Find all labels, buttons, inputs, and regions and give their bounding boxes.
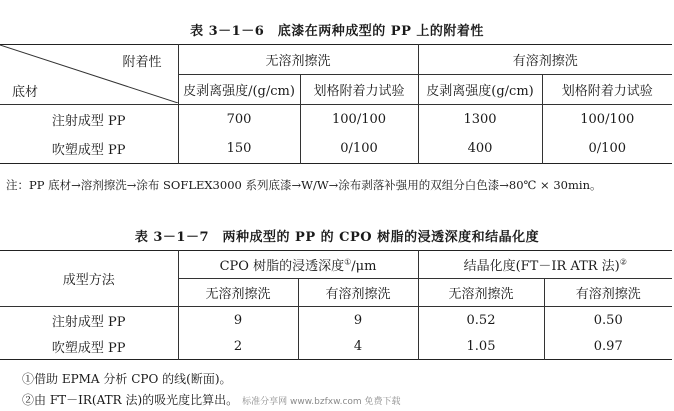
- footnote-mark: ①: [344, 257, 352, 267]
- cell-value: 9: [178, 307, 298, 334]
- footnote-mark: ②: [619, 257, 627, 267]
- subheader-crosshatch: 划格附着力试验: [300, 75, 418, 105]
- cell-value: 9: [298, 307, 418, 334]
- subheader-crosshatch: 划格附着力试验: [542, 75, 672, 105]
- subheader-no-solvent: 无溶剂擦洗: [178, 279, 298, 307]
- cell-value: 1.05: [418, 333, 544, 360]
- cell-value: 0/100: [300, 134, 418, 164]
- cell-value: 0.52: [418, 307, 544, 334]
- table1-caption: 表 3－1－6 底漆在两种成型的 PP 上的附着性: [190, 24, 484, 39]
- adhesion-table: [0, 44, 672, 164]
- group-header-crystallinity: 结晶化度(FT－IR ATR 法)②: [418, 251, 672, 279]
- subheader-solvent: 有溶剂擦洗: [544, 279, 672, 307]
- cell-value: 0.97: [544, 333, 672, 360]
- table-row: [0, 105, 672, 135]
- table-row: [0, 134, 672, 164]
- penetration-crystallinity-table: [0, 250, 672, 360]
- cell-value: 400: [418, 134, 542, 164]
- table1-note: 注：PP 底材→溶剂擦洗→涂布 SOFLEX3000 系列底漆→W/W→涂布剥落补强用的双组分白色漆→80℃ × 30min。: [6, 178, 602, 192]
- footnote-1: ①借助 EPMA 分析 CPO 的线(断面)。: [22, 372, 232, 386]
- subheader-solvent: 有溶剂擦洗: [298, 279, 418, 307]
- cell-value: 100/100: [542, 105, 672, 135]
- cell-value: 1300: [418, 105, 542, 135]
- subheader-no-solvent: 无溶剂擦洗: [418, 279, 544, 307]
- group-header-penetration-depth: CPO 树脂的浸透深度①/μm: [178, 251, 418, 279]
- table-row: [0, 333, 672, 360]
- corner-label-substrate: 底材: [12, 85, 39, 100]
- subheader-peel-strength: 皮剥离强度/(g/cm): [178, 75, 300, 105]
- row-label: 吹塑成型 PP: [0, 333, 178, 360]
- watermark-text: 标准分享网 www.bzfxw.com 免费下载: [242, 397, 401, 407]
- cell-value: 100/100: [300, 105, 418, 135]
- table2-caption: 表 3－1－7 两种成型的 PP 的 CPO 树脂的浸透深度和结晶化度: [134, 230, 540, 245]
- table1-corner-header: [0, 45, 178, 105]
- table-row: [0, 307, 672, 334]
- header-molding-method: 成型方法: [0, 251, 178, 307]
- row-label: 注射成型 PP: [0, 105, 178, 135]
- row-label: 吹塑成型 PP: [0, 134, 178, 164]
- cell-value: 0.50: [544, 307, 672, 334]
- cell-value: 0/100: [542, 134, 672, 164]
- group-header-no-solvent: 无溶剂擦洗: [178, 45, 418, 75]
- group-header-solvent: 有溶剂擦洗: [418, 45, 672, 75]
- subheader-peel-strength: 皮剥离强度(g/cm): [418, 75, 542, 105]
- cell-value: 700: [178, 105, 300, 135]
- cell-value: 4: [298, 333, 418, 360]
- footnote-2: ②由 FT－IR(ATR 法)的吸光度比算出。 标准分享网 www.bzfxw.com 免费下载: [22, 393, 401, 407]
- row-label: 注射成型 PP: [0, 307, 178, 334]
- corner-label-adhesion: 附着性: [122, 55, 162, 70]
- cell-value: 2: [178, 333, 298, 360]
- cell-value: 150: [178, 134, 300, 164]
